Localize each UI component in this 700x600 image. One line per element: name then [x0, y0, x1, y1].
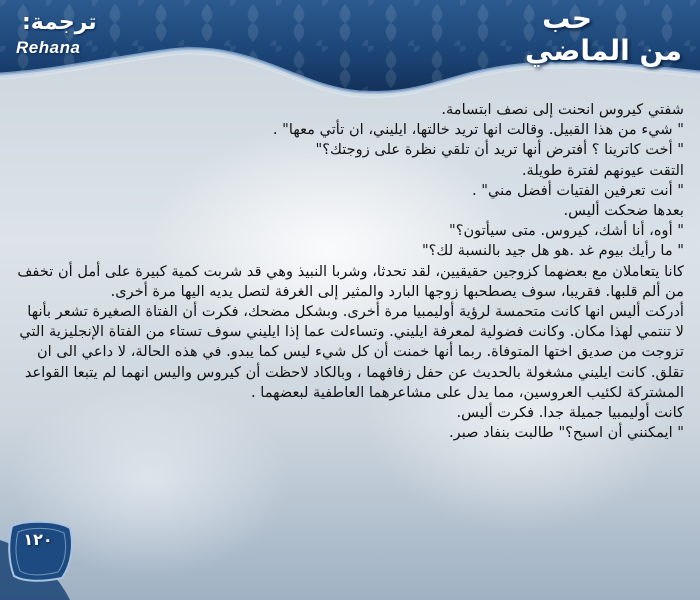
paragraph: كانت أوليمبيا جميلة جدا. فكرت أليس. — [456, 404, 684, 422]
paragraph: بعدها ضحكت أليس. — [563, 202, 684, 220]
paragraph: " شيء من هذا القبيل. وقالت انها تريد خالتها، ايليني، ان تأتي معها" . — [272, 121, 684, 139]
translation-credit-label: ترجمة: — [22, 10, 97, 35]
paragraph: شفتي كيروس انحنت إلى نصف ابتسامة. — [441, 101, 684, 118]
translator-name: Rehana — [16, 38, 81, 57]
paragraph: " أوه، أنا أشك، كيروس. متى سيأتون؟" — [448, 222, 684, 240]
page-number: ١٢٠ — [23, 530, 53, 549]
paragraph: " ما رأيك بيوم غد .هو هل جيد بالنسبة لك؟" — [421, 242, 684, 260]
paragraph: أدركت أليس انها كانت متحمسة لرؤية أوليمبيا مرة أخرى. وبشكل مضحك، فكرت أن الفتاة الصغيرة تشعر بأنها لا تنتمي لهذا مكان. وكانت فضولية لمعرفة ايليني. وتساءلت عما إذا ايليني سوف تستاء من الفتاة الإنجليزية التي تزوجت من صديق اختها المتوفاة. ربما أنها خمنت أن كل شيء ليس كما يبدو. في هذه الحالة، لا داعي الى ان تقلق. كانت ايليني مشغولة بالحديث عن حفل زفافهما ، وبالكاد لاحظت أن كيروس واليس انهما لم يتبعا القواعد المشتركة لكئيب العروسين، مما يدل على مشاعرهما العاطفية لبعضهما . — [19, 303, 684, 401]
story-title-line1: حب — [542, 2, 592, 35]
story-title-line2: من الماضي — [524, 34, 682, 67]
paragraph: التقت عيونهم لفترة طويلة. — [521, 161, 684, 179]
paragraph: " أنت تعرفين الفتيات أفضل مني" . — [472, 181, 684, 199]
story-text — [16, 100, 684, 443]
paragraph: " أخت كاترينا ؟ أفترض أنها تريد أن تلقي نظرة على زوجتك؟" — [315, 141, 684, 159]
paragraph: كانا يتعاملان مع بعضهما كزوجين حقيقيين، لقد تحدثا، وشربا النبيذ وهي قد شربت كمية كبيرة على أمل أن تخفف من ألم قلبها. فقريبا، سوف يصطحبها زوجها البارد والمثير إلى الغرفة لتصل يديه اليها مرة أخرى. — [17, 262, 684, 300]
paragraph: " ايمكنني أن اسبح؟" طالبت بنفاد صبر. — [449, 424, 684, 442]
